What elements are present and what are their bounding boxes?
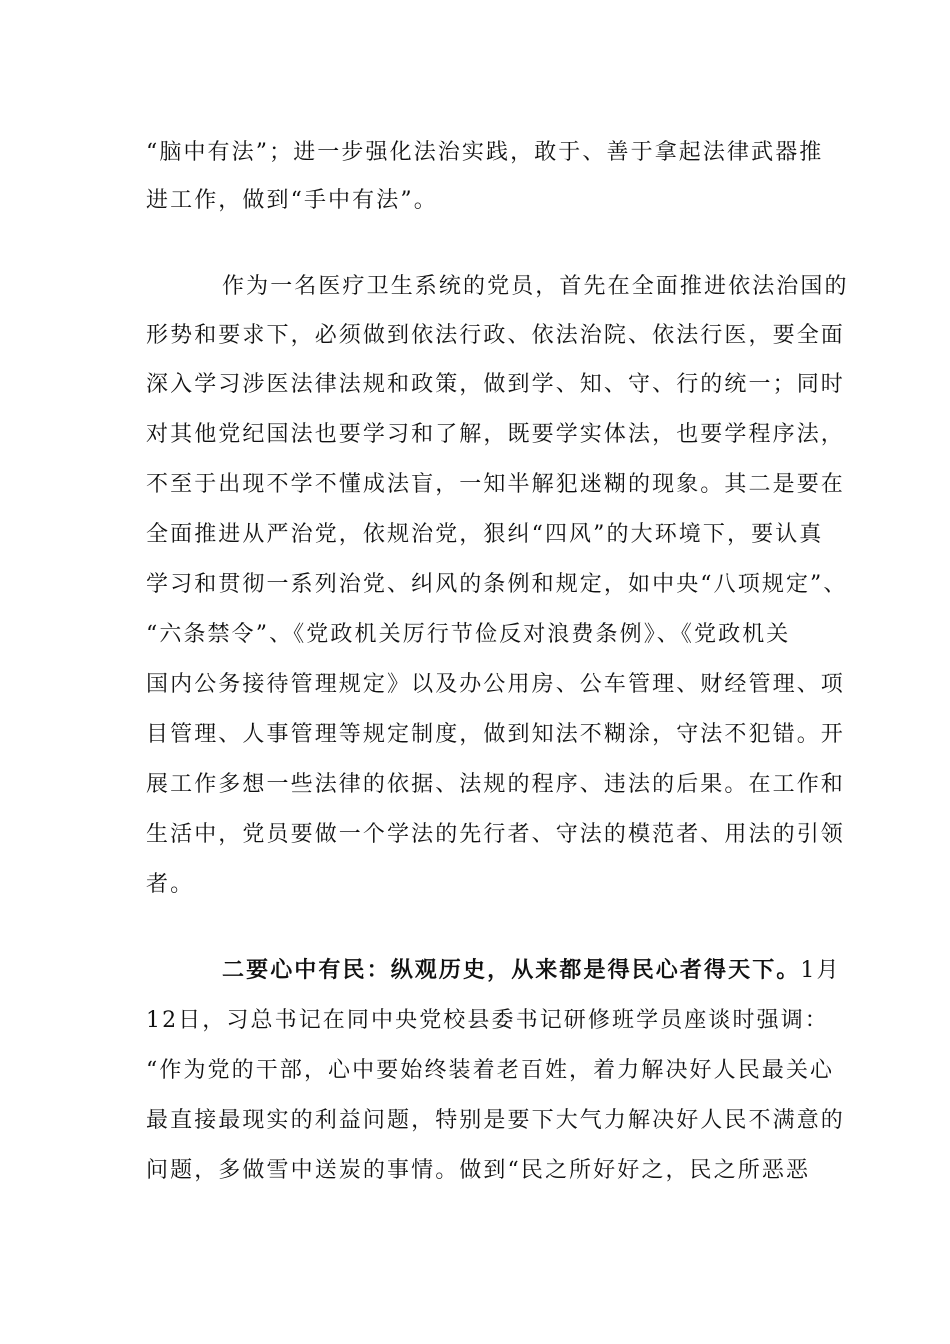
paragraph-2-line-5: 不至于出现不学不懂成法盲，一知半解犯迷糊的现象。其二是要在 [146, 472, 845, 497]
paragraph-2-line-1: 作为一名医疗卫生系统的党员，首先在全面推进依法治国的 [222, 274, 849, 299]
paragraph-3-line-2: 12日，习总书记在同中央党校县委书记研修班学员座谈时强调： [146, 1008, 829, 1033]
paragraph-2-line-7: 学习和贯彻一系列治党、纠风的条例和规定，如中央“八项规定”、 [146, 572, 848, 597]
paragraph-2-line-3: 深入学习涉医法律法规和政策，做到学、知、守、行的统一；同时 [146, 372, 845, 397]
paragraph-2-line-12: 生活中，党员要做一个学法的先行者、守法的模范者、用法的引领 [146, 822, 845, 847]
paragraph-1-line-2: 进工作，做到“手中有法”。 [146, 188, 438, 213]
paragraph-2-line-6: 全面推进从严治党，依规治党，狠纠“四风”的大环境下，要认真 [146, 522, 824, 547]
paragraph-2-line-13: 者。 [146, 872, 195, 897]
paragraph-2-line-2: 形势和要求下，必须做到依法行政、依法治院、依法行医，要全面 [146, 323, 845, 348]
paragraph-2-line-9: 国内公务接待管理规定》以及办公用房、公车管理、财经管理、项 [146, 672, 845, 697]
paragraph-3-line-5: 问题，多做雪中送炭的事情。做到“民之所好好之，民之所恶恶 [146, 1158, 811, 1183]
paragraph-2-line-4: 对其他党纪国法也要学习和了解，既要学实体法，也要学程序法， [146, 422, 845, 447]
paragraph-3-heading: 二要心中有民：纵观历史，从来都是得民心者得天下。 [222, 958, 801, 983]
paragraph-2-line-8: “六条禁令”、《党政机关厉行节俭反对浪费条例》、《党政机关 [146, 622, 791, 647]
paragraph-1-line-1: “脑中有法”；进一步强化法治实践，敢于、善于拿起法律武器推 [146, 140, 824, 165]
paragraph-3-line-3: “作为党的干部，心中要始终装着老百姓，着力解决好人民最关心 [146, 1058, 835, 1083]
paragraph-3-line-4: 最直接最现实的利益问题，特别是要下大气力解决好人民不满意的 [146, 1108, 845, 1133]
paragraph-3-line-1 [222, 956, 841, 986]
paragraph-2-line-11: 展工作多想一些法律的依据、法规的程序、违法的后果。在工作和 [146, 772, 845, 797]
paragraph-3-line-1-rest: 1月 [800, 958, 841, 983]
paragraph-2-line-10: 目管理、人事管理等规定制度，做到知法不糊涂，守法不犯错。开 [146, 722, 845, 747]
